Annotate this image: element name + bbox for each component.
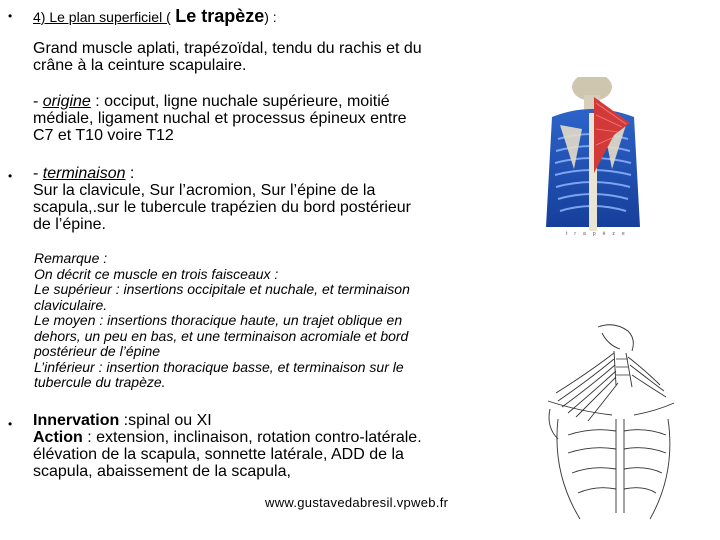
termination-prefix: - (33, 165, 43, 182)
bullet-2: • (8, 169, 13, 183)
termination-line: scapula,.sur le tubercule trapézien du bord postérieur (33, 199, 411, 216)
description-line: crâne à la ceinture scapulaire. (33, 57, 247, 74)
innervation-label: Innervation (33, 412, 120, 429)
trapezius-drawing (528, 323, 680, 523)
innervation-value: :spinal ou XI (119, 412, 212, 429)
description (33, 40, 493, 74)
origin-prefix: - (33, 93, 43, 110)
origin-line (33, 93, 503, 110)
remark-block (34, 251, 484, 391)
description-line: Grand muscle aplati, trapézoïdal, tendu du rachis et du (33, 40, 422, 57)
origin (33, 93, 503, 144)
termination-line: Sur la clavicule, Sur l’acromion, Sur l’épine de la (33, 182, 376, 199)
footer-url: www.gustavedabresil.vpweb.fr (265, 495, 449, 510)
remark-line: On décrit ce muscle en trois faisceaux : (34, 265, 279, 282)
termination-line: de l’épine. (33, 216, 106, 233)
origin-line: C7 et T10 voire T12 (33, 127, 174, 144)
action-line: élévation de la scapula, sonnette latérale, ADD de la (33, 446, 404, 463)
termination (33, 165, 503, 233)
photo-caption: trapèze (566, 231, 632, 237)
remark-line: Remarque : (34, 250, 108, 266)
action-line: scapula, abaissement de la scapula, (33, 463, 291, 480)
action-line (33, 429, 503, 446)
section-heading (33, 6, 277, 27)
remark-line: Le supérieur : insertions occipitale et nuchale, et terminaison (34, 281, 410, 297)
termination-label: terminaison (42, 165, 126, 182)
action-label: Action (33, 429, 83, 446)
origin-label: origine (42, 93, 91, 110)
heading-main: Le trapèze (175, 6, 265, 26)
bullet-1: • (8, 9, 13, 23)
remark-line: L’inférieur : insertion thoracique basse, et terminaison sur le (34, 358, 404, 375)
bullet-3: • (8, 417, 13, 431)
remark-line: postérieur de l’épine (34, 343, 161, 359)
remark-line: Le moyen : insertions thoracique haute, un trajet oblique en (34, 312, 403, 328)
remark-line: tubercule du trapèze. (34, 374, 166, 390)
heading-suffix: ) : (264, 9, 277, 25)
innervation (33, 412, 503, 480)
remark-line: claviculaire. (34, 296, 108, 313)
termination-heading (33, 165, 503, 182)
trapezius-photo (530, 77, 656, 237)
termination-suffix: : (125, 165, 135, 182)
trapezius-drawing-svg (528, 323, 680, 523)
heading-prefix: 4) Le plan superficiel ( (33, 9, 171, 25)
origin-line: médiale, ligament nuchal et processus épineux entre (33, 110, 407, 127)
trapezius-photo-svg (530, 77, 656, 233)
remark-line: dehors, un peu en bas, et une terminaison acromiale et bord (34, 327, 409, 344)
action-value: : extension, inclinaison, rotation contro-latérale. (82, 429, 422, 446)
innervation-line (33, 412, 503, 429)
origin-rest: : occiput, ligne nuchale supérieure, moitié (90, 93, 390, 110)
